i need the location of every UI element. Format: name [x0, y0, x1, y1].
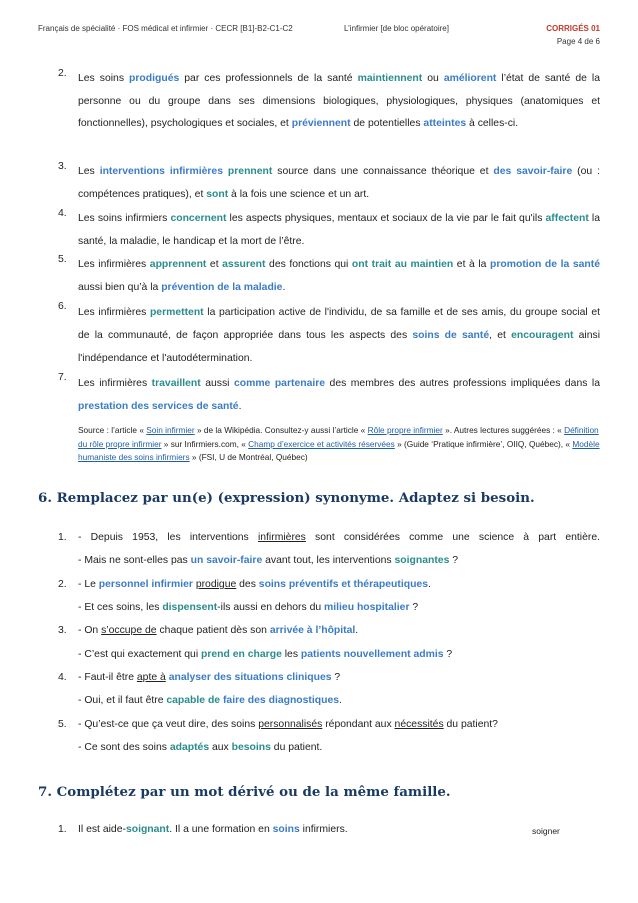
list-number: 3.	[58, 625, 67, 636]
header-course-title: Français de spécialité · FOS médical et infirmier · CECR [B1]-B2-C1-C2	[38, 24, 293, 33]
link-definition-role-propre[interactable]: Définition du rôle propre infirmier	[78, 425, 599, 449]
section-6-title: 6. Remplacez par un(e) (expression) synonyme. Adaptez si besoin.	[38, 490, 535, 506]
answer-6-4: - Oui, et il faut être capable de faire des diagnostiques.	[78, 695, 342, 706]
list-number: 5.	[58, 254, 67, 265]
source-note: Source : l’article « Soin infirmier » de la Wikipédia. Consultez-y aussi l’article « Rôle propre infirmier ». Autres lectures suggérées : « Définition du rôle propre infirmier » sur Infirmiers.com, « Champ d’exercice et activités réservées » (Guide ‘Pratique infirmière’, OIIQ, Québec), « Modèle humaniste des soins infirmiers » (FSI, U de Montréal, Québec)	[78, 425, 600, 462]
list-item-4: Les soins infirmiers concernent les aspects physiques, mentaux et sociaux de la vie par le fait qu'ils affectent la santé, la maladie, le handicap et la mort de l’être.	[78, 213, 600, 247]
list-number: 7.	[58, 372, 67, 383]
list-number: 2.	[58, 579, 67, 590]
list-number: 6.	[58, 301, 67, 312]
list-item-3: Les interventions infirmières prennent source dans une connaissance théorique et des savoir-faire (ou : compétences pratiques), et sont à la fois une science et un art.	[78, 166, 600, 200]
list-number: 4.	[58, 208, 67, 219]
section-7-title: 7. Complétez par un mot dérivé ou de la même famille.	[38, 784, 451, 800]
question-6-3: - On s’occupe de chaque patient dès son arrivée à l’hôpital.	[78, 625, 359, 636]
question-6-2: - Le personnel infirmier prodigue des soins préventifs et thérapeutiques.	[78, 579, 431, 590]
list-item-2: Les soins prodigués par ces professionnels de la santé maintiennent ou améliorent l’état de santé de la personne ou du groupe dans ses dimensions biologiques, physiologiques, physiques (anatomiques et fonctionnelles), psychologiques et sociales, et préviennent de potentielles atteintes à celles-ci.	[78, 73, 600, 129]
list-number: 3.	[58, 161, 67, 172]
question-6-4: - Faut-il être apte à analyser des situations cliniques ?	[78, 672, 341, 683]
list-item-7: Les infirmières travaillent aussi comme partenaire des membres des autres professions impliquées dans la prestation des services de santé.	[78, 378, 600, 412]
answer-6-3: - C’est qui exactement qui prend en charge les patients nouvellement admis ?	[78, 649, 453, 660]
list-number: 5.	[58, 719, 67, 730]
question-7-1: Il est aide-soignant. Il a une formation en soins infirmiers.	[78, 824, 348, 835]
list-number: 1.	[58, 532, 67, 543]
header-topic: L’infirmier [de bloc opératoire]	[344, 24, 449, 33]
answer-6-5: - Ce sont des soins adaptés aux besoins du patient.	[78, 742, 323, 753]
list-number: 4.	[58, 672, 67, 683]
list-item-6: Les infirmières permettent la participation active de l'individu, de sa famille et de ses amis, du groupe social et de la communauté, de façon appropriée dans tous les aspects des soins de santé, et encouragent ainsi l'indépendance et l'autodétermination.	[78, 307, 601, 364]
link-soin-infirmier[interactable]: Soin infirmier	[146, 425, 195, 435]
hint-word: soigner	[532, 826, 560, 836]
link-role-propre-infirmier[interactable]: Rôle propre infirmier	[367, 425, 443, 435]
link-modele-humaniste[interactable]: Modèle humaniste des soins infirmiers	[78, 438, 600, 462]
link-champ-exercice[interactable]: Champ d’exercice et activités réservées	[248, 438, 395, 449]
question-6-1: - Depuis 1953, les interventions infirmières sont considérées comme une science à part entière.	[78, 532, 601, 543]
page-number: Page 4 de 6	[556, 37, 600, 46]
list-number: 2.	[58, 68, 67, 79]
question-6-5: - Qu’est-ce que ça veut dire, des soins personnalisés répondant aux nécessités du patient?	[78, 719, 498, 730]
header-corriges: CORRIGÉS 01	[546, 24, 600, 33]
answer-6-1: - Mais ne sont-elles pas un savoir-faire avant tout, les interventions soignantes ?	[78, 555, 459, 566]
list-item-5: Les infirmières apprennent et assurent des fonctions qui ont trait au maintien et à la promotion de la santé aussi bien qu’à la prévention de la maladie.	[78, 259, 600, 293]
answer-6-2: - Et ces soins, les dispensent-ils aussi en dehors du milieu hospitalier ?	[78, 602, 419, 613]
list-number: 1.	[58, 824, 67, 835]
